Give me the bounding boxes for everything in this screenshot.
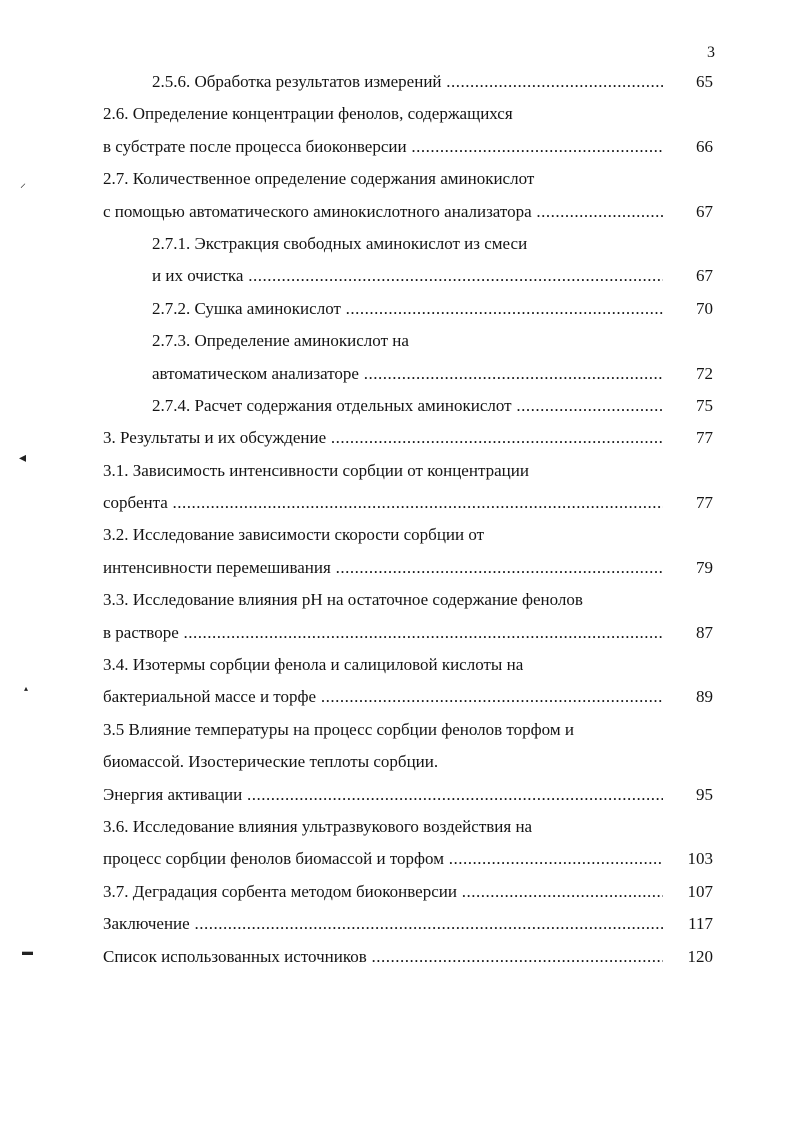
toc-entry	[0, 131, 793, 163]
toc-entry-title: в растворе .....	[103, 617, 663, 649]
scan-mark: ◂	[19, 451, 27, 466]
toc-entry	[0, 746, 793, 778]
toc-entry	[0, 519, 793, 551]
toc-entry	[0, 714, 793, 746]
toc-entry	[0, 487, 793, 519]
toc-entry-title: в субстрате после процесса биоконверсии .....	[103, 131, 663, 163]
toc-entry	[0, 584, 793, 616]
toc-entry-title: 3.1. Зависимость интенсивности сорбции от концентрации	[103, 460, 529, 480]
toc-entry	[0, 293, 793, 325]
toc-entry-page: 66	[696, 136, 713, 156]
toc-entry-title: Заключение .....	[103, 908, 663, 940]
toc-entry-title: 3.3. Исследование влияния pH на остаточное содержание фенолов	[103, 590, 583, 610]
toc-entry	[0, 843, 793, 875]
toc-entry-page: 72	[696, 363, 713, 383]
toc-entry	[0, 779, 793, 811]
toc-entry-page: 87	[696, 622, 713, 642]
toc-entry-page: 75	[696, 395, 713, 415]
toc-entry-title: 2.7.1. Экстракция свободных аминокислот из смеси	[152, 233, 528, 253]
table-of-contents	[0, 66, 793, 973]
toc-entry-title: 3.2. Исследование зависимости скорости сорбции от	[103, 525, 485, 545]
toc-entry-page: 89	[696, 687, 713, 707]
toc-entry-title: с помощью автоматического аминокислотного анализатора .....	[103, 196, 663, 228]
toc-entry-title: и их очистка .....	[152, 260, 663, 292]
toc-entry	[0, 876, 793, 908]
toc-entry-page: 67	[696, 201, 713, 221]
toc-entry-page: 107	[687, 881, 713, 901]
toc-entry-title: 2.7.4. Расчет содержания отдельных аминокислот .....	[152, 390, 663, 422]
toc-entry-title: 2.7.2. Сушка аминокислот .....	[152, 293, 663, 325]
toc-entry-page: 70	[696, 298, 713, 318]
toc-entry-title: 2.6. Определение концентрации фенолов, содержащихся	[103, 104, 513, 124]
toc-entry	[0, 617, 793, 649]
toc-entry-title: интенсивности перемешивания .....	[103, 552, 663, 584]
toc-entry-title: 2.5.6. Обработка результатов измерений .....	[152, 66, 663, 98]
toc-entry	[0, 552, 793, 584]
scan-mark: ⸝	[20, 176, 27, 190]
toc-entry	[0, 358, 793, 390]
toc-entry-title: процесс сорбции фенолов биомассой и торфом .....	[103, 843, 663, 875]
toc-entry-title: 2.7. Количественное определение содержания аминокислот	[103, 169, 535, 189]
toc-entry-title: бактериальной массе и торфе .....	[103, 681, 663, 713]
toc-entry	[0, 325, 793, 357]
toc-entry-page: 77	[696, 493, 713, 513]
toc-entry	[0, 649, 793, 681]
scan-mark: ▴	[24, 684, 29, 693]
toc-entry-title: 3.7. Деградация сорбента методом биоконверсии .....	[103, 876, 663, 908]
toc-entry	[0, 681, 793, 713]
toc-entry-title: 3. Результаты и их обсуждение .....	[103, 422, 663, 454]
toc-entry-page: 120	[687, 946, 713, 966]
toc-entry	[0, 98, 793, 130]
toc-entry-title: Энергия активации .....	[103, 779, 663, 811]
toc-entry-page: 67	[696, 266, 713, 286]
toc-entry-page: 77	[696, 428, 713, 448]
toc-entry	[0, 941, 793, 973]
toc-entry-title: 3.4. Изотермы сорбции фенола и салициловой кислоты на	[103, 655, 524, 675]
toc-entry-page: 103	[687, 849, 713, 869]
toc-entry-page: 117	[688, 914, 713, 934]
page-number: 3	[707, 44, 715, 61]
toc-entry-page: 65	[696, 72, 713, 91]
scan-mark: ▬	[22, 946, 33, 958]
toc-entry-title: автоматическом анализаторе .....	[152, 358, 663, 390]
toc-entry-page: 79	[696, 557, 713, 577]
toc-entry	[0, 260, 793, 292]
toc-entry-title: 3.6. Исследование влияния ультразвукового воздействия на	[103, 816, 533, 836]
toc-entry	[0, 66, 793, 98]
toc-entry	[0, 908, 793, 940]
toc-entry-title: Список использованных источников .....	[103, 941, 663, 973]
toc-entry-title: 3.5 Влияние температуры на процесс сорбции фенолов торфом и	[103, 719, 574, 739]
toc-entry	[0, 811, 793, 843]
toc-entry-page: 95	[696, 784, 713, 804]
toc-entry	[0, 422, 793, 454]
toc-entry	[0, 196, 793, 228]
toc-entry	[0, 228, 793, 260]
toc-entry	[0, 390, 793, 422]
toc-entry	[0, 455, 793, 487]
toc-entry-title: биомассой. Изостерические теплоты сорбции.	[103, 752, 439, 772]
toc-entry-title: 2.7.3. Определение аминокислот на	[152, 331, 409, 351]
toc-entry	[0, 163, 793, 195]
toc-entry-title: сорбента .....	[103, 487, 663, 519]
